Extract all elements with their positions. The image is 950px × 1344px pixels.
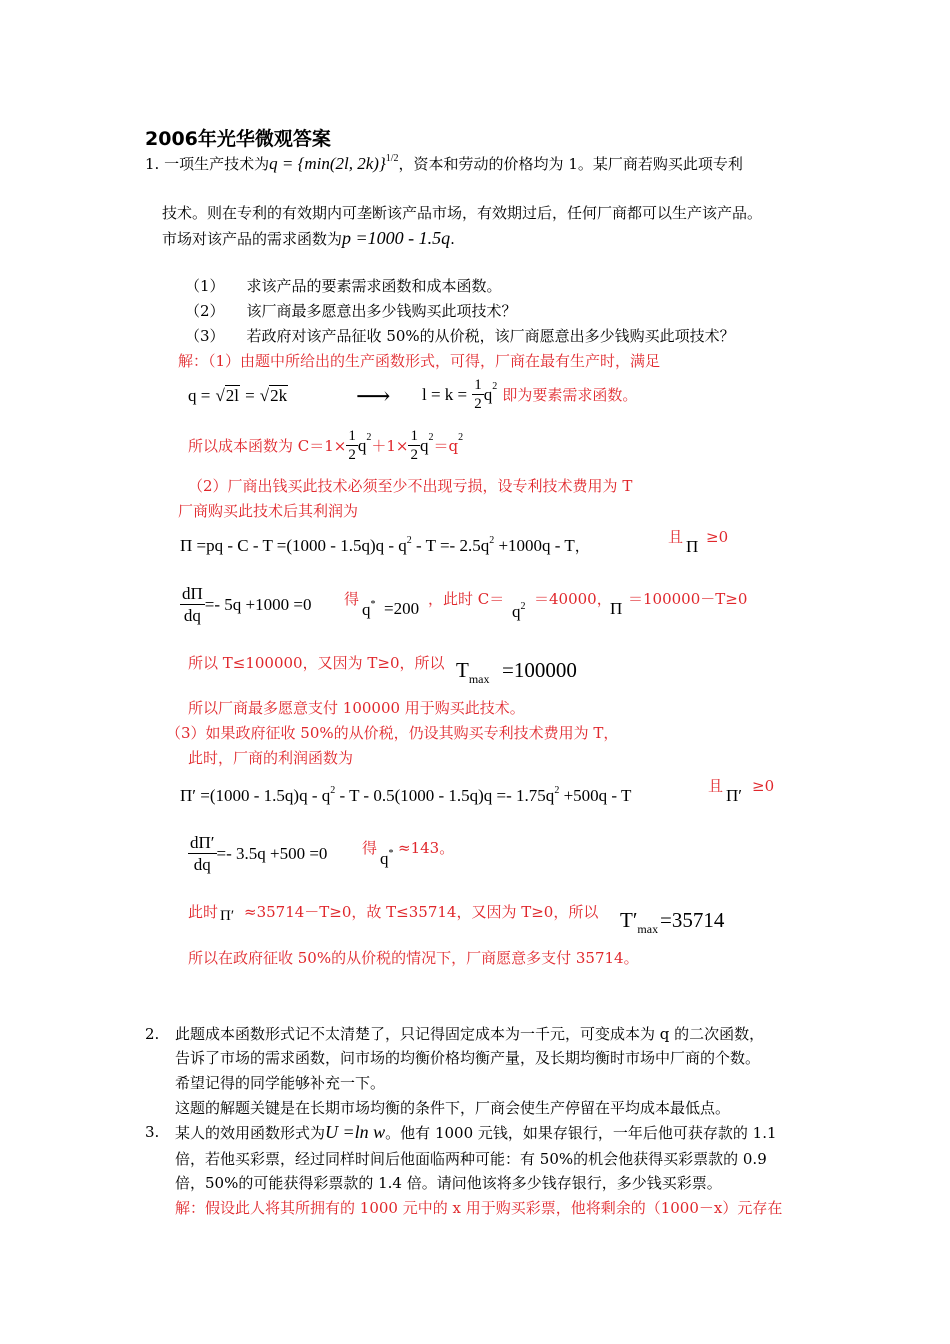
fraction-half — [408, 428, 420, 464]
q2-line4: 这题的解题关键是在长期市场均衡的条件下，厂商会使生产停留在平均成本最低点。 — [175, 1099, 731, 1117]
pi-value: ＝100000－T≥0 — [628, 590, 748, 608]
q3-solution: 解：假设此人将其所拥有的 1000 元中的 x 用于购买彩票，他将剩余的（1000－x）元存在 — [175, 1199, 783, 1217]
cost-text: 所以成本函数为 C＝1× — [188, 436, 347, 455]
and-text: 且 — [668, 528, 684, 546]
exp: 2 — [428, 432, 434, 444]
sol1-cost — [188, 428, 463, 464]
eq-note: 即为要素需求函数。 — [502, 385, 638, 404]
page-title: 2006年光华微观答案 — [145, 128, 331, 150]
frac-num: 1 — [348, 428, 356, 444]
exp: 2 — [366, 432, 372, 444]
q2-line3: 希望记得的同学能够补充一下。 — [175, 1074, 386, 1092]
t: T — [456, 658, 469, 682]
profit-a: Π =pq - C - T =(1000 - 1.5q)q - q — [180, 536, 407, 555]
q2-num: 2. — [145, 1025, 160, 1043]
q1-intro: 1. 一项生产技术为 — [145, 155, 270, 173]
exp: 2 — [492, 381, 498, 393]
item-text: 求该产品的要素需求函数和成本函数。 — [246, 277, 502, 295]
and-text: 且 — [708, 777, 724, 795]
eq-q: q = — [188, 386, 211, 405]
q1-line1 — [145, 154, 743, 177]
foc-equation — [180, 585, 311, 625]
t-constraint: 所以 T≤100000，又因为 T≥0，所以 — [188, 654, 445, 672]
sol3-line1: （3）如果政府征收 50%的从价税，仍设其购买专利技术费用为 T， — [166, 724, 619, 742]
q3-num: 3. — [145, 1123, 160, 1141]
t-max — [456, 658, 490, 686]
profit-c: +1000q - T — [494, 536, 575, 555]
derivative — [180, 585, 205, 625]
star: * — [388, 848, 394, 859]
foc: =- 3.5q +500 =0 — [216, 844, 328, 864]
item-num: （3） — [185, 327, 225, 345]
q: q — [483, 384, 493, 404]
deriv-den: dq — [193, 854, 211, 874]
cost-plus: ＋1× — [371, 436, 409, 455]
q1-item-2 — [185, 301, 517, 321]
pi-symbol: Π — [610, 599, 623, 618]
c-value: ＝40000， — [534, 590, 612, 608]
profit-equation — [180, 536, 590, 556]
q3-line1 — [175, 1122, 777, 1143]
profit-c: +500q - T — [559, 786, 632, 805]
cost-eq: ＝q — [433, 436, 459, 455]
q1-line1-rest: ，资本和劳动的价格均为 1。某厂商若购买此项专利 — [398, 155, 743, 173]
q1-line3 — [162, 228, 455, 249]
q1-item-3 — [185, 326, 735, 346]
profit-b: - T - 0.5(1000 - 1.5q)q =- 1.75q — [335, 786, 555, 805]
q2-line2: 告诉了市场的需求函数，问市场的均衡价格均衡产量，及长期均衡时市场中厂商的个数。 — [175, 1049, 761, 1067]
sol3-conclusion: 所以在政府征收 50%的从价税的情况下，厂商愿意多支付 35714。 — [188, 949, 639, 967]
de-text: 得 — [362, 839, 378, 857]
foc: =- 5q +1000 =0 — [204, 595, 312, 615]
de-text: 得 — [344, 590, 360, 608]
utility-function: U =ln w — [325, 1122, 386, 1142]
q2-line1: 此题成本函数形式记不太清楚了，只记得固定成本为一千元，可变成本为 q 的二次函数， — [175, 1025, 765, 1043]
frac-num: 1 — [474, 377, 482, 393]
q-approx: ≈143。 — [398, 839, 455, 857]
exp: 2 — [406, 535, 412, 546]
pi-prime: Π′ — [726, 786, 742, 805]
q3-intro: 某人的效用函数形式为 — [175, 1124, 326, 1142]
frac-num: 1 — [410, 428, 418, 444]
fraction-half — [346, 428, 358, 464]
exp: 2 — [554, 785, 560, 796]
then-text: 此时 — [188, 903, 219, 921]
q1-line2: 技术。则在专利的有效期内可垄断该产品市场，有效期过后，任何厂商都可以生产该产品。 — [162, 204, 763, 222]
geq-zero: ≥0 — [752, 777, 775, 795]
profit-a: Π′ =(1000 - 1.5q)q - q — [180, 786, 331, 805]
exp: 2 — [489, 535, 495, 546]
item-text: 该厂商最多愿意出多少钱购买此项技术？ — [246, 302, 517, 320]
sol1-eq1: q = √2l = √2k — [188, 386, 288, 405]
exp: 2 — [458, 432, 464, 444]
q3-line2: 倍，若他买彩票，经过同样时间后他面临两种可能：有 50%的机会他获得买彩票款的 0.9 — [175, 1150, 767, 1168]
q-star — [380, 849, 394, 869]
fraction-half — [472, 377, 484, 413]
q-star — [362, 600, 376, 620]
item-num: （1） — [185, 277, 225, 295]
q3-line3: 倍，50%的可能获得彩票款的 1.4 倍。请问他该将多少钱存银行，多少钱买彩票。 — [175, 1174, 722, 1192]
q: q — [380, 849, 389, 868]
frac-den: 2 — [410, 446, 418, 463]
demand-end: . — [450, 230, 455, 248]
profit-tax-equation — [180, 786, 631, 806]
sqrt-2l: 2l — [225, 386, 240, 405]
q1-item-1 — [185, 276, 502, 296]
frac-den: 2 — [474, 395, 482, 412]
sol2-line2: 厂商购买此技术后其利润为 — [178, 502, 359, 520]
sol2-line1: （2）厂商出钱买此技术必须至少不出现亏损，设专利技术费用为 T — [188, 477, 633, 495]
c-q2 — [512, 602, 526, 622]
eq-mid: = — [245, 386, 255, 405]
q1-line3-text: 市场对该产品的需求函数为 — [162, 230, 343, 248]
sol1-intro: 解：（1）由题中所给出的生产函数形式，可得，厂商在最有生产时，满足 — [178, 352, 661, 370]
pi-prime: Π′ — [220, 908, 235, 924]
comma: ， — [574, 537, 590, 555]
q: q — [357, 435, 367, 455]
foc-tax-equation — [188, 834, 327, 874]
sol3-line2: 此时，厂商的利润函数为 — [188, 749, 354, 767]
deriv-num: dΠ — [182, 584, 203, 603]
eq-lk: l = k = — [422, 384, 468, 404]
max: max — [637, 922, 659, 936]
sol2-conclusion: 所以厂商最多愿意支付 100000 用于购买此技术。 — [188, 699, 525, 717]
sqrt-2k: 2k — [270, 386, 288, 405]
star: * — [370, 599, 376, 610]
deriv-num: dΠ′ — [190, 833, 215, 852]
geq-zero: ≥0 — [706, 528, 729, 546]
demand-function: p =1000 - 1.5q — [342, 228, 451, 248]
derivative — [188, 834, 217, 874]
exp: 2 — [330, 785, 336, 796]
production-function-exp: 1/2 — [385, 153, 399, 164]
then-c: ，此时 C＝ — [428, 590, 505, 608]
exp: 2 — [520, 601, 526, 612]
t: T′ — [620, 908, 638, 932]
t-max-prime-value: =35714 — [660, 908, 725, 932]
item-num: （2） — [185, 302, 225, 320]
max: max — [468, 672, 490, 686]
q-value: =200 — [384, 599, 420, 618]
profit-b: - T =- 2.5q — [411, 536, 490, 555]
sol1-eq2 — [422, 377, 637, 413]
production-function: q = {min(2l, 2k)} — [269, 154, 386, 173]
q: q — [512, 602, 521, 621]
q: q — [362, 600, 371, 619]
t-max-prime — [620, 908, 659, 936]
arrow-icon: ⟶ — [356, 382, 391, 410]
deriv-den: dq — [183, 605, 201, 625]
frac-den: 2 — [348, 446, 356, 463]
q: q — [419, 435, 429, 455]
item-text: 若政府对该产品征收 50%的从价税，该厂商愿意出多少钱购买此项技术？ — [246, 327, 735, 345]
q3-line1-rest: 。他有 1000 元钱，如果存银行，一年后他可获存款的 1.1 — [385, 1124, 777, 1142]
t-max-value: =100000 — [502, 658, 577, 682]
t-constraint-tax: ≈35714－T≥0，故 T≤35714，又因为 T≥0，所以 — [244, 903, 599, 921]
pi-symbol: Π — [686, 537, 699, 556]
